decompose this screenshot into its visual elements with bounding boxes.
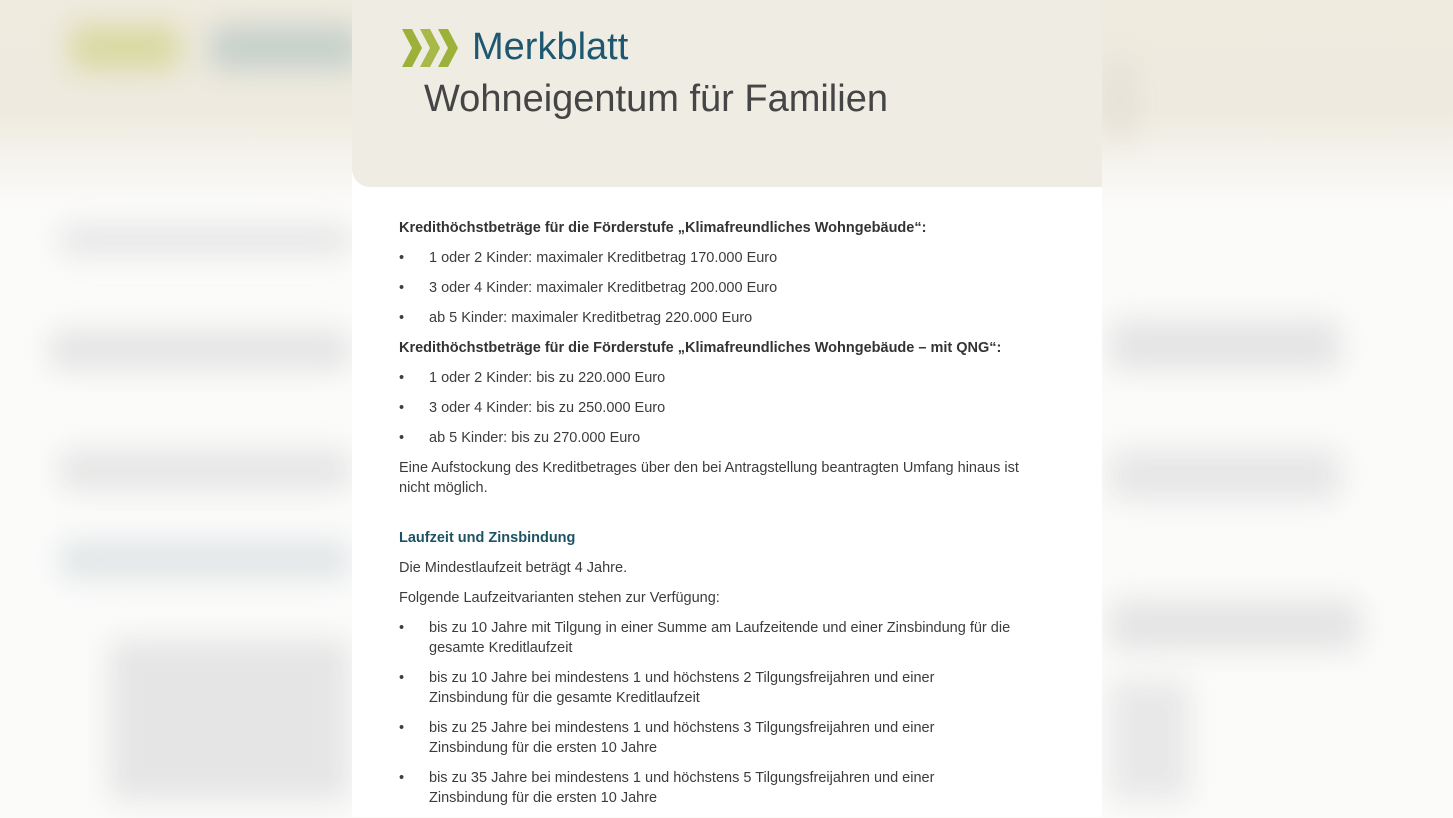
triple-chevron-icon: [402, 29, 462, 67]
bullet-icon: •: [399, 310, 405, 326]
list-item: [399, 278, 1039, 298]
blurred-text: [50, 330, 350, 370]
section-heading: Kredithöchstbeträge für die Förderstufe „Klimafreundliches Wohngebäude – mit QNG“:: [399, 340, 1002, 356]
bullet-icon: •: [399, 370, 405, 386]
list-item-text: bis zu 35 Jahre bei mindestens 1 und höchstens 5 Tilgungsfreijahren und einer Zinsbindung für die ersten 10 Jahre: [429, 770, 935, 806]
blurred-text: [110, 640, 350, 800]
document-page: [352, 0, 1102, 817]
blurred-text: [60, 225, 350, 255]
paragraph: Eine Aufstockung des Kreditbetrages über den bei Antragstellung beantragten Umfang hinaus ist nicht möglich.: [399, 460, 1019, 496]
bullet-icon: •: [399, 770, 405, 786]
list-item-text: 1 oder 2 Kinder: maximaler Kreditbetrag 170.000 Euro: [429, 250, 778, 266]
bullet-icon: •: [399, 430, 405, 446]
section-heading: Kredithöchstbeträge für die Förderstufe „Klimafreundliches Wohngebäude“:: [399, 220, 927, 236]
list-item-text: bis zu 10 Jahre bei mindestens 1 und höchstens 2 Tilgungsfreijahren und einer Zinsbindung für die gesamte Kreditlaufzeit: [429, 670, 935, 706]
blurred-text: [1110, 60, 1130, 140]
document-body: [399, 218, 1039, 818]
blurred-text: [1110, 680, 1190, 800]
blurred-logo: [70, 25, 180, 70]
document-header: [352, 0, 1102, 187]
list-item: [399, 768, 1039, 808]
document-label: Merkblatt: [472, 26, 629, 68]
list-item: [399, 668, 1039, 708]
list-item: [399, 248, 1039, 268]
bullet-icon: •: [399, 250, 405, 266]
list-item-text: ab 5 Kinder: bis zu 270.000 Euro: [429, 430, 641, 446]
list-item: [399, 618, 1039, 658]
list-item-text: 3 oder 4 Kinder: bis zu 250.000 Euro: [429, 400, 666, 416]
bullet-icon: •: [399, 670, 405, 686]
blurred-text: [60, 540, 350, 580]
list-item-text: 3 oder 4 Kinder: maximaler Kreditbetrag 200.000 Euro: [429, 280, 778, 296]
list-item-text: bis zu 25 Jahre bei mindestens 1 und höchstens 3 Tilgungsfreijahren und einer Zinsbindung für die ersten 10 Jahre: [429, 720, 935, 756]
blurred-logo-text: [210, 25, 360, 70]
bullet-icon: •: [399, 620, 405, 636]
list-item-text: 1 oder 2 Kinder: bis zu 220.000 Euro: [429, 370, 666, 386]
section-heading: Laufzeit und Zinsbindung: [399, 530, 576, 546]
list-item: [399, 428, 1039, 448]
blurred-text: [1110, 320, 1340, 370]
blurred-text: [60, 450, 350, 490]
list-item: [399, 308, 1039, 328]
list-item: [399, 398, 1039, 418]
blurred-text: [1110, 600, 1360, 650]
list-item-text: ab 5 Kinder: maximaler Kreditbetrag 220.000 Euro: [429, 310, 753, 326]
list-item-text: bis zu 10 Jahre mit Tilgung in einer Summe am Laufzeitende und einer Zinsbindung für die gesamte Kreditlaufzeit: [429, 620, 1011, 656]
bullet-icon: •: [399, 400, 405, 416]
document-title: Wohneigentum für Familien: [424, 78, 888, 120]
blurred-text: [1110, 450, 1340, 500]
paragraph: Die Mindestlaufzeit beträgt 4 Jahre.: [399, 560, 628, 576]
list-item: [399, 368, 1039, 388]
bullet-icon: •: [399, 720, 405, 736]
list-item: [399, 718, 1039, 758]
paragraph: Folgende Laufzeitvarianten stehen zur Verfügung:: [399, 590, 720, 606]
bullet-icon: •: [399, 280, 405, 296]
